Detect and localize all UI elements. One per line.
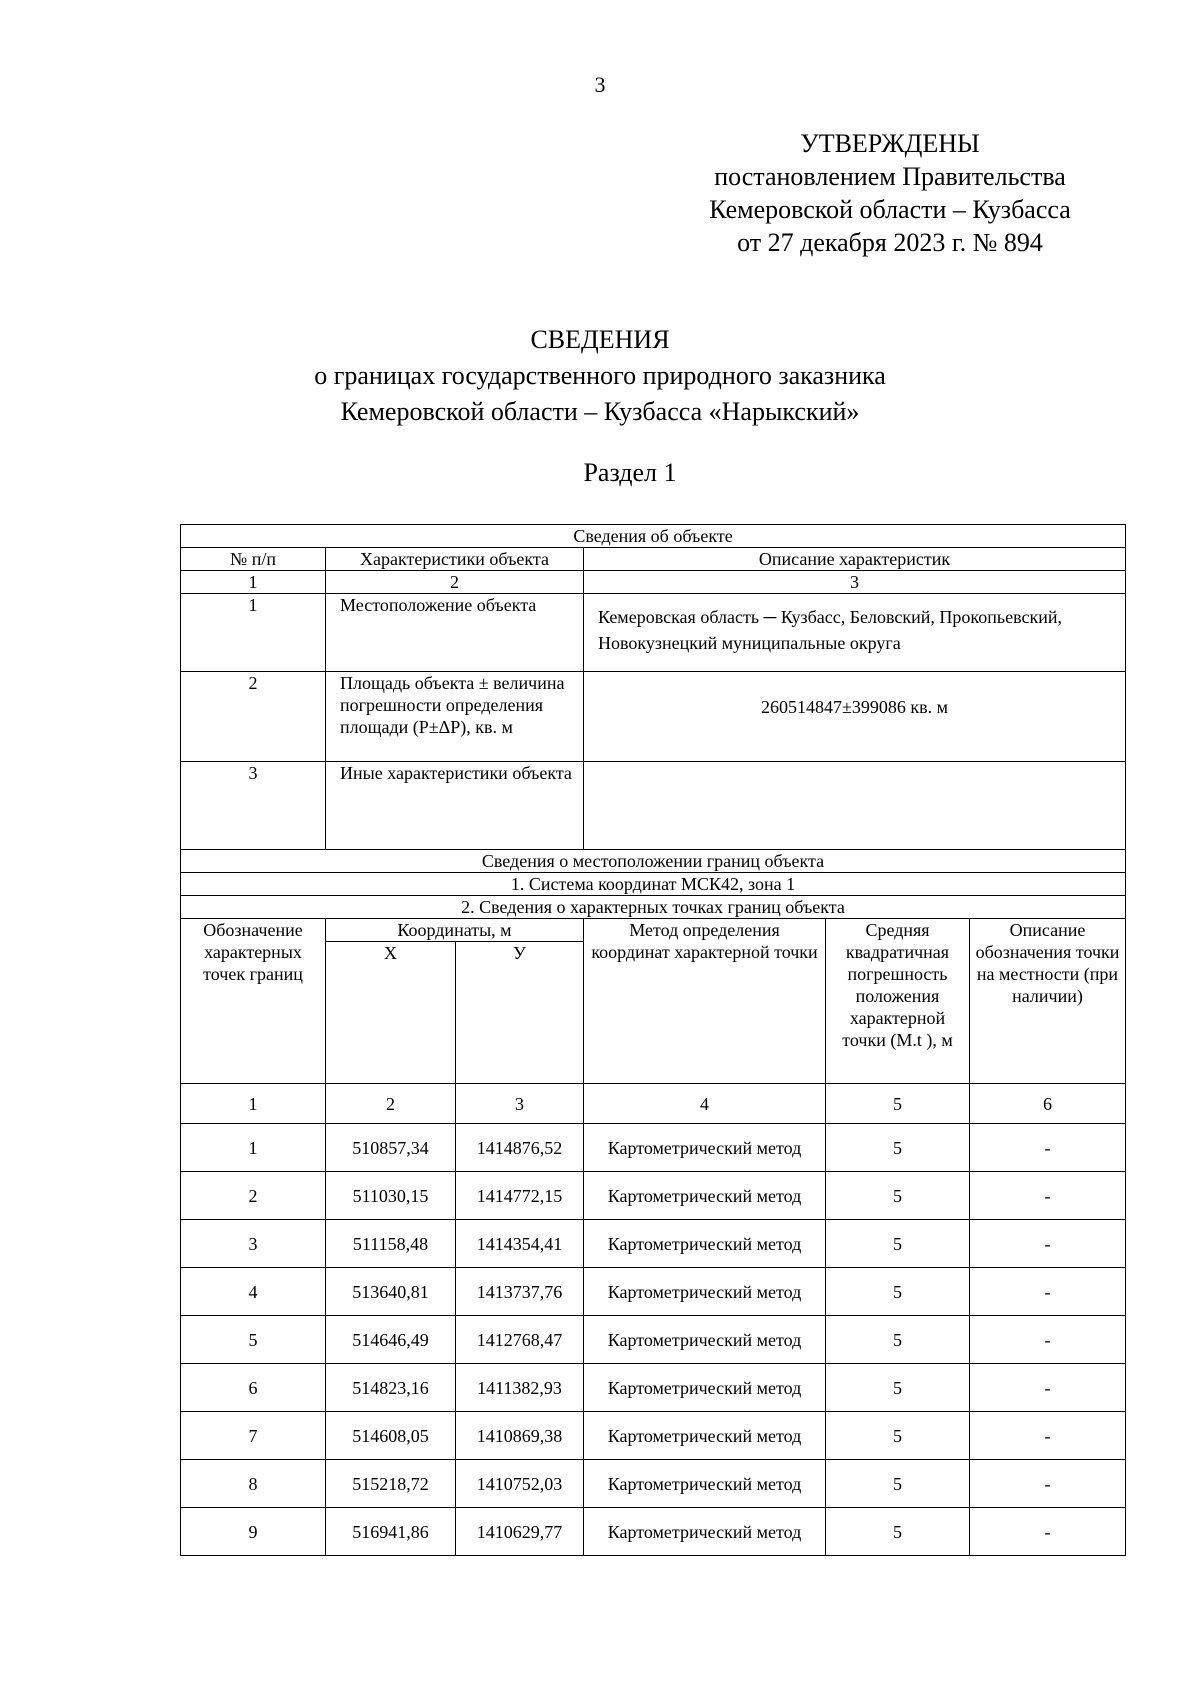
col-header-char: Характеристики объекта xyxy=(326,548,584,571)
table-row xyxy=(181,672,1126,762)
col-header-num: № п/п xyxy=(181,548,326,571)
point-y: 1414772,15 xyxy=(456,1172,584,1220)
point-method: Картометрический метод xyxy=(584,1460,826,1508)
table-row xyxy=(181,1172,1126,1220)
point-number: 5 xyxy=(181,1316,326,1364)
col-header-desc: Описание характеристик xyxy=(584,548,1126,571)
point-y: 1410629,77 xyxy=(456,1508,584,1556)
point-y: 1410752,03 xyxy=(456,1460,584,1508)
col-header-method: Метод определения координат характерной точки xyxy=(584,919,826,1084)
point-descr: - xyxy=(970,1172,1126,1220)
title-line: Кемеровской области – Кузбасса «Нарыкский» xyxy=(340,397,860,426)
point-number: 7 xyxy=(181,1412,326,1460)
row-desc: Кемеровская область ─ Кузбасс, Беловский, Прокопьевский, Новокузнецкий муниципальные округа xyxy=(584,594,1126,672)
point-descr: - xyxy=(970,1364,1126,1412)
boundary-info-header: Сведения о местоположении границ объекта xyxy=(181,850,1126,873)
point-x: 513640,81 xyxy=(326,1268,456,1316)
row-desc xyxy=(584,762,1126,850)
point-method: Картометрический метод xyxy=(584,1316,826,1364)
point-y: 1411382,93 xyxy=(456,1364,584,1412)
row-desc: 260514847±399086 кв. м xyxy=(584,672,1126,762)
point-number: 3 xyxy=(181,1220,326,1268)
col-index: 2 xyxy=(326,1084,456,1124)
point-method: Картометрический метод xyxy=(584,1172,826,1220)
coord-system: 1. Система координат МСК42, зона 1 xyxy=(181,873,1126,896)
row-num: 3 xyxy=(181,762,326,850)
row-char: Иные характеристики объекта xyxy=(326,762,584,850)
point-method: Картометрический метод xyxy=(584,1412,826,1460)
row-char: Местоположение объекта xyxy=(326,594,584,672)
table-row xyxy=(181,548,1126,571)
point-error: 5 xyxy=(826,1508,970,1556)
object-info-header: Сведения об объекте xyxy=(181,525,1126,548)
col-index: 3 xyxy=(584,571,1126,594)
point-descr: - xyxy=(970,1220,1126,1268)
point-method: Картометрический метод xyxy=(584,1508,826,1556)
table-row xyxy=(181,896,1126,919)
point-number: 8 xyxy=(181,1460,326,1508)
point-number: 6 xyxy=(181,1364,326,1412)
point-x: 510857,34 xyxy=(326,1124,456,1172)
approval-block xyxy=(660,127,1120,259)
table-row xyxy=(181,873,1126,896)
point-y: 1413737,76 xyxy=(456,1268,584,1316)
point-y: 1414876,52 xyxy=(456,1124,584,1172)
point-error: 5 xyxy=(826,1364,970,1412)
page-number: 3 xyxy=(594,72,606,97)
point-descr: - xyxy=(970,1124,1126,1172)
col-header-descr: Описание обозначения точки на местности (при наличии) xyxy=(970,919,1126,1084)
col-header-coords: Координаты, м xyxy=(326,919,584,942)
point-number: 2 xyxy=(181,1172,326,1220)
col-header-x: X xyxy=(326,942,456,1084)
table-row xyxy=(181,1316,1126,1364)
point-x: 514646,49 xyxy=(326,1316,456,1364)
table-row xyxy=(181,850,1126,873)
title-line: о границах государственного природного заказника xyxy=(314,361,886,390)
point-x: 511030,15 xyxy=(326,1172,456,1220)
approval-line: постановлением Правительства xyxy=(714,162,1066,191)
col-index: 1 xyxy=(181,1084,326,1124)
point-error: 5 xyxy=(826,1460,970,1508)
point-method: Картометрический метод xyxy=(584,1124,826,1172)
points-header: 2. Сведения о характерных точках границ объекта xyxy=(181,896,1126,919)
col-index: 3 xyxy=(456,1084,584,1124)
col-index: 5 xyxy=(826,1084,970,1124)
point-error: 5 xyxy=(826,1412,970,1460)
point-descr: - xyxy=(970,1460,1126,1508)
point-method: Картометрический метод xyxy=(584,1220,826,1268)
point-x: 514823,16 xyxy=(326,1364,456,1412)
col-index: 2 xyxy=(326,571,584,594)
table-row xyxy=(181,525,1126,548)
point-number: 1 xyxy=(181,1124,326,1172)
col-index: 4 xyxy=(584,1084,826,1124)
point-error: 5 xyxy=(826,1268,970,1316)
point-descr: - xyxy=(970,1268,1126,1316)
col-index: 1 xyxy=(181,571,326,594)
point-descr: - xyxy=(970,1316,1126,1364)
table-row xyxy=(181,1412,1126,1460)
point-x: 515218,72 xyxy=(326,1460,456,1508)
point-error: 5 xyxy=(826,1172,970,1220)
table-row xyxy=(181,1084,1126,1124)
table-row xyxy=(181,762,1126,850)
point-descr: - xyxy=(970,1412,1126,1460)
point-error: 5 xyxy=(826,1220,970,1268)
row-num: 1 xyxy=(181,594,326,672)
col-index: 6 xyxy=(970,1084,1126,1124)
col-header-point: Обозначение характерных точек границ xyxy=(181,919,326,1084)
approval-line: от 27 декабря 2023 г. № 894 xyxy=(737,228,1043,257)
table-row xyxy=(181,919,1126,942)
point-y: 1410869,38 xyxy=(456,1412,584,1460)
point-y: 1412768,47 xyxy=(456,1316,584,1364)
table-row xyxy=(181,1124,1126,1172)
point-error: 5 xyxy=(826,1316,970,1364)
point-y: 1414354,41 xyxy=(456,1220,584,1268)
title-line: СВЕДЕНИЯ xyxy=(530,325,670,354)
point-number: 4 xyxy=(181,1268,326,1316)
table-row xyxy=(181,1508,1126,1556)
table-row xyxy=(181,1268,1126,1316)
document-title xyxy=(0,322,1200,430)
col-header-y: У xyxy=(456,942,584,1084)
table-row xyxy=(181,1220,1126,1268)
point-error: 5 xyxy=(826,1124,970,1172)
row-num: 2 xyxy=(181,672,326,762)
approval-line: Кемеровской области – Кузбасса xyxy=(709,195,1071,224)
point-x: 514608,05 xyxy=(326,1412,456,1460)
table-row xyxy=(181,594,1126,672)
point-method: Картометрический метод xyxy=(584,1268,826,1316)
table-row xyxy=(181,1460,1126,1508)
approval-line: УТВЕРЖДЕНЫ xyxy=(800,129,980,158)
point-x: 516941,86 xyxy=(326,1508,456,1556)
point-method: Картометрический метод xyxy=(584,1364,826,1412)
table-row xyxy=(181,1364,1126,1412)
point-x: 511158,48 xyxy=(326,1220,456,1268)
col-header-error: Средняя квадратичная погрешность положения характерной точки (М.t ), м xyxy=(826,919,970,1084)
row-char: Площадь объекта ± величина погрешности определения площади (P±ΔP), кв. м xyxy=(326,672,584,762)
point-number: 9 xyxy=(181,1508,326,1556)
section-label: Раздел 1 xyxy=(583,458,677,487)
table-row xyxy=(181,571,1126,594)
object-boundary-table xyxy=(180,524,1126,1556)
point-descr: - xyxy=(970,1508,1126,1556)
